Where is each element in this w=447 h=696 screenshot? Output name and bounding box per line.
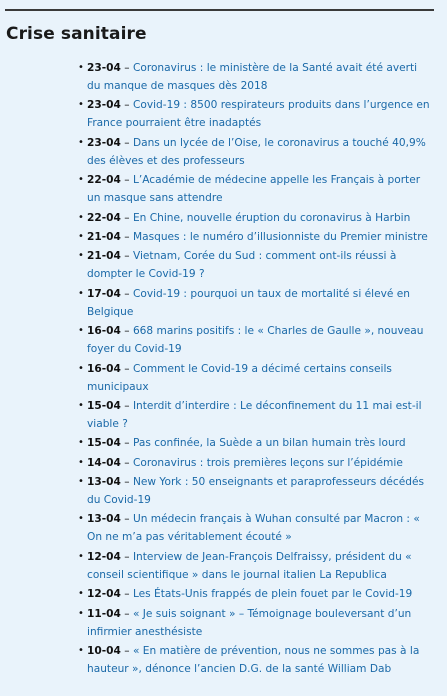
bullet-icon: • [78, 456, 84, 468]
news-date: 13-04 [87, 513, 121, 526]
news-date: 23-04 [87, 136, 121, 149]
bullet-icon: • [78, 645, 84, 657]
news-list-item [78, 473, 432, 509]
bullet-icon: • [78, 325, 84, 337]
date-separator: – [120, 325, 133, 338]
news-list-item [78, 605, 432, 641]
news-headline-link[interactable]: « En matière de prévention, nous ne sommes pas à la hauteur », dénonce l’ancien D.G. de la santé William Dab [87, 645, 420, 676]
bullet-icon: • [78, 399, 84, 411]
news-date: 16-04 [87, 362, 121, 375]
bullet-icon: • [78, 607, 84, 619]
bullet-icon: • [78, 211, 84, 223]
bullet-icon: • [78, 174, 84, 186]
news-date: 12-04 [87, 550, 121, 563]
date-separator: – [120, 174, 133, 187]
date-separator: – [120, 476, 133, 489]
news-headline-link[interactable]: Interview de Jean-François Delfraissy, président du « conseil scientifique » dans le journal italien La Republica [87, 550, 412, 581]
date-separator: – [120, 287, 133, 300]
date-separator: – [120, 513, 133, 526]
date-separator: – [120, 645, 133, 658]
news-list-item [78, 397, 432, 433]
news-list-item [78, 171, 432, 207]
date-separator: – [120, 437, 133, 450]
news-list [78, 59, 432, 679]
bullet-icon: • [78, 62, 84, 73]
bullet-icon: • [78, 250, 84, 262]
date-separator: – [120, 399, 133, 412]
date-separator: – [120, 362, 133, 375]
news-headline-link[interactable]: Coronavirus : le ministère de la Santé avait été averti du manque de masques dès 2018 [87, 62, 418, 92]
news-list-item [78, 96, 432, 132]
news-headline-link[interactable]: Vietnam, Corée du Sud : comment ont-ils réussi à dompter le Covid-19 ? [87, 250, 397, 281]
section-title: Crise sanitaire [6, 24, 147, 44]
news-date: 13-04 [87, 476, 121, 489]
date-separator: – [120, 250, 133, 263]
news-headline-link[interactable]: Les États-Unis frappés de plein fouet par le Covid-19 [132, 588, 413, 601]
bullet-icon: • [78, 437, 84, 449]
news-date: 11-04 [87, 607, 121, 620]
bullet-icon: • [78, 230, 84, 242]
news-date: 10-04 [87, 645, 121, 658]
news-list-item [78, 585, 432, 603]
news-list-item [78, 134, 432, 170]
news-headline-link[interactable]: Covid-19 : 8500 respirateurs produits dans l’urgence en France pourraient être inadaptés [87, 99, 430, 130]
date-separator: – [120, 550, 133, 563]
news-headline-link[interactable]: 668 marins positifs : le « Charles de Gaulle », nouveau foyer du Covid-19 [87, 325, 424, 356]
news-list-item [78, 642, 432, 678]
news-date: 21-04 [87, 250, 121, 263]
date-separator: – [120, 99, 133, 112]
bullet-icon: • [78, 550, 84, 562]
news-list-item [78, 247, 432, 283]
date-separator: – [120, 62, 133, 74]
date-separator: – [120, 136, 133, 149]
news-list-item [78, 285, 432, 321]
news-date: 14-04 [87, 456, 121, 469]
news-list-item [78, 209, 432, 227]
news-date: 17-04 [87, 287, 121, 300]
news-headline-link[interactable]: New York : 50 enseignants et paraprofesseurs décédés du Covid-19 [87, 476, 425, 507]
news-headline-link[interactable]: Un médecin français à Wuhan consulté par Macron : « On ne m’a pas véritablement écouté » [87, 513, 420, 544]
news-headline-link[interactable]: L’Académie de médecine appelle les Français à porter un masque sans attendre [87, 174, 421, 205]
news-date: 23-04 [87, 99, 121, 112]
news-headline-link[interactable]: Covid-19 : pourquoi un taux de mortalité si élevé en Belgique [87, 287, 411, 318]
news-date: 22-04 [87, 174, 121, 187]
section-top-divider [5, 9, 434, 11]
bullet-icon: • [78, 588, 84, 600]
news-list-item [78, 228, 432, 246]
news-headline-link[interactable]: Comment le Covid-19 a décimé certains conseils municipaux [87, 362, 392, 393]
bullet-icon: • [78, 513, 84, 525]
bullet-icon: • [78, 136, 84, 148]
news-list-item [78, 59, 432, 95]
date-separator: – [120, 230, 133, 243]
bullet-icon: • [78, 287, 84, 299]
date-separator: – [120, 607, 133, 620]
date-separator: – [120, 456, 133, 469]
news-date: 12-04 [87, 588, 121, 601]
bullet-icon: • [78, 476, 84, 488]
news-list-item [78, 360, 432, 396]
news-headline-link[interactable]: « Je suis soignant » – Témoignage bouleversant d’un infirmier anesthésiste [87, 607, 412, 638]
news-headline-link[interactable]: En Chine, nouvelle éruption du coronavirus à Harbin [132, 211, 411, 224]
news-list-item [78, 322, 432, 358]
news-list-item [78, 434, 432, 452]
news-list-item [78, 548, 432, 584]
date-separator: – [120, 588, 133, 601]
bullet-icon: • [78, 362, 84, 374]
news-headline-link[interactable]: Coronavirus : trois premières leçons sur l’épidémie [132, 456, 403, 469]
news-headline-link[interactable]: Dans un lycée de l’Oise, le coronavirus a touché 40,9% des élèves et des professeurs [87, 136, 426, 167]
news-headline-link[interactable]: Pas confinée, la Suède a un bilan humain très lourd [132, 437, 406, 450]
news-date: 15-04 [87, 437, 121, 450]
date-separator: – [120, 211, 133, 224]
news-list-item [78, 454, 432, 472]
news-headline-link[interactable]: Interdit d’interdire : Le déconfinement du 11 mai est-il viable ? [87, 399, 422, 430]
news-headline-link[interactable]: Masques : le numéro d’illusionniste du Premier ministre [132, 230, 428, 243]
news-date: 22-04 [87, 211, 121, 224]
news-date: 16-04 [87, 325, 121, 338]
bullet-icon: • [78, 99, 84, 111]
news-date: 21-04 [87, 230, 121, 243]
news-list-item [78, 510, 432, 546]
news-date: 15-04 [87, 399, 121, 412]
news-date: 23-04 [87, 62, 121, 74]
